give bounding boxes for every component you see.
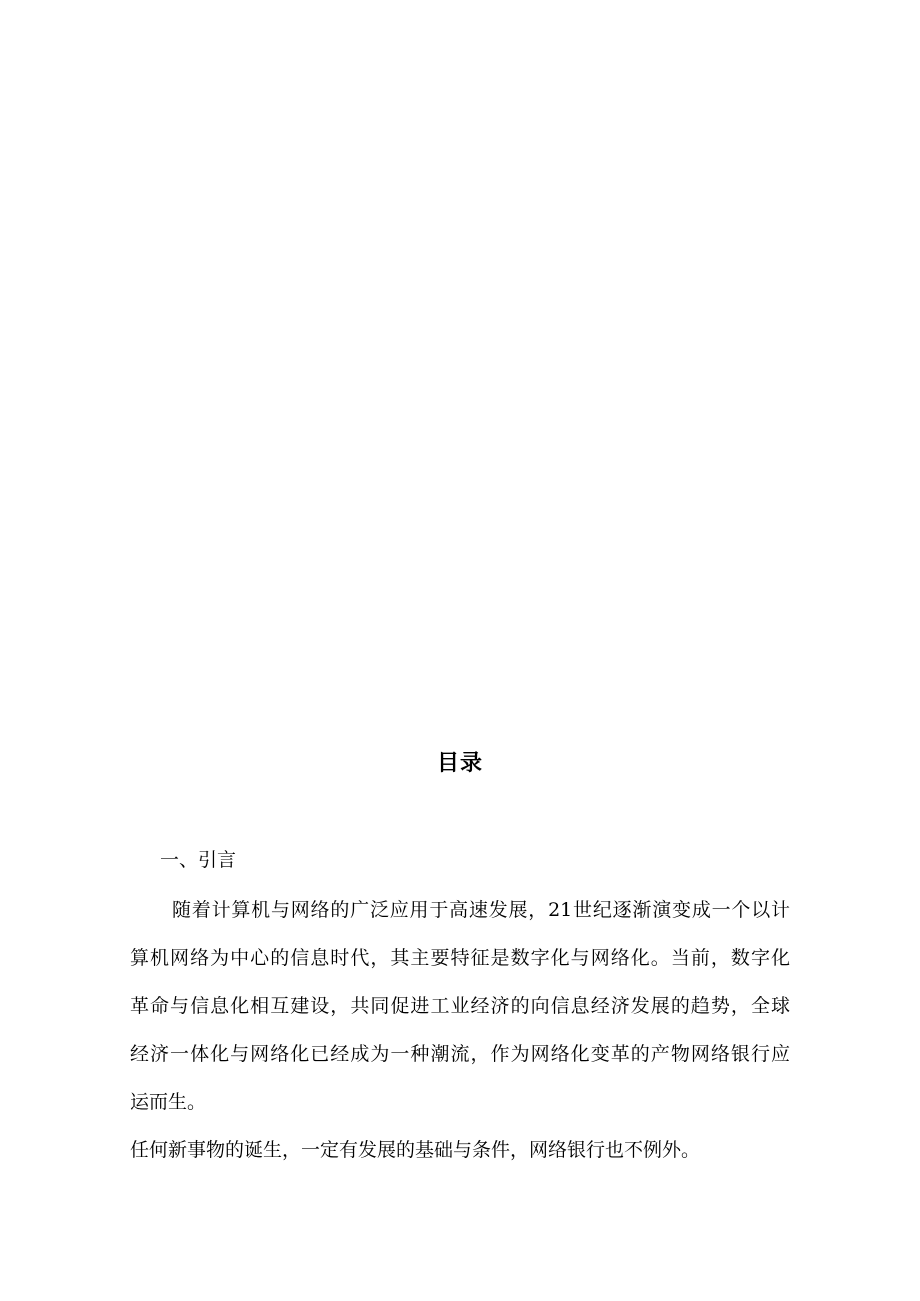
paragraph-foundation bbox=[130, 1126, 790, 1174]
paragraph-line: 经济一体化与网络化已经成为一种潮流，作为网络化变革的产物网络银行应 bbox=[130, 1043, 790, 1065]
paragraph-line: 运而生。 bbox=[130, 1091, 207, 1113]
section-heading-introduction: 一、引言 bbox=[160, 849, 237, 871]
toc-title: 目录 bbox=[436, 751, 483, 776]
paragraph-line: 任何新事物的诞生，一定有发展的基础与条件，网络银行也不例外。 bbox=[130, 1139, 701, 1161]
paragraph-line: 革命与信息化相互建设，共同促进工业经济的向信息经济发展的趋势，全球 bbox=[130, 995, 790, 1017]
paragraph-introduction bbox=[130, 886, 790, 1126]
paragraph-line: 随着计算机与网络的广泛应用于高速发展，21世纪逐渐演变成一个以计 bbox=[172, 899, 790, 921]
paragraph-line: 算机网络为中心的信息时代，其主要特征是数字化与网络化。当前，数字化 bbox=[130, 947, 790, 969]
